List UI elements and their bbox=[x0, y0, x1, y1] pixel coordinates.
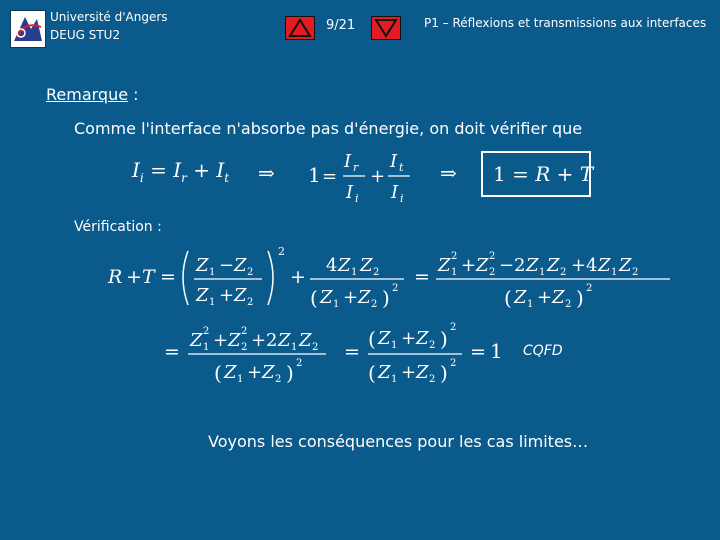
svg-text:1: 1 bbox=[527, 299, 534, 310]
svg-text:r: r bbox=[353, 161, 359, 174]
svg-text:): ) bbox=[440, 361, 448, 385]
svg-text:Z: Z bbox=[360, 255, 373, 276]
course-name: DEUG STU2 bbox=[50, 28, 121, 42]
svg-text:1: 1 bbox=[490, 339, 503, 363]
svg-text:2: 2 bbox=[489, 267, 496, 278]
result-equation: 1 = R + T bbox=[493, 162, 594, 186]
svg-text:+: + bbox=[251, 330, 267, 351]
svg-text:Z: Z bbox=[190, 330, 203, 351]
svg-text:Z: Z bbox=[547, 255, 560, 276]
svg-text:2: 2 bbox=[278, 245, 285, 258]
svg-text:): ) bbox=[382, 286, 390, 310]
svg-text:Z: Z bbox=[196, 255, 209, 276]
svg-text:Z: Z bbox=[262, 362, 275, 383]
svg-text:Z: Z bbox=[338, 255, 351, 276]
svg-text:2: 2 bbox=[560, 267, 567, 278]
svg-text:1: 1 bbox=[351, 267, 358, 278]
remark-heading-colon: : bbox=[128, 85, 139, 104]
svg-text:1: 1 bbox=[237, 374, 244, 385]
svg-text:Z: Z bbox=[416, 328, 429, 349]
svg-text:+: + bbox=[461, 255, 477, 276]
svg-text:=: = bbox=[160, 266, 176, 288]
svg-text:2: 2 bbox=[450, 322, 457, 333]
svg-text:(: ( bbox=[214, 361, 222, 385]
svg-text:2: 2 bbox=[586, 283, 593, 294]
svg-text:=: = bbox=[322, 166, 338, 187]
implies-arrow-1: ⇒ bbox=[258, 161, 275, 185]
svg-text:Z: Z bbox=[378, 328, 391, 349]
svg-text:2: 2 bbox=[296, 358, 303, 369]
svg-text:i: i bbox=[400, 192, 404, 205]
svg-text:I: I bbox=[344, 151, 352, 172]
svg-text:I: I bbox=[390, 151, 398, 172]
svg-text:+: + bbox=[219, 285, 235, 306]
svg-text:2: 2 bbox=[451, 251, 458, 262]
svg-text:Z: Z bbox=[358, 287, 371, 308]
svg-text:1: 1 bbox=[333, 299, 340, 310]
verification-equation-line-1 bbox=[104, 243, 684, 315]
svg-text:I: I bbox=[346, 182, 354, 203]
svg-text:2: 2 bbox=[514, 255, 526, 276]
svg-text:t: t bbox=[399, 161, 404, 174]
svg-text:2: 2 bbox=[241, 342, 248, 353]
svg-text:1: 1 bbox=[391, 340, 398, 351]
svg-text:2: 2 bbox=[489, 251, 496, 262]
svg-text:I: I bbox=[391, 182, 399, 203]
svg-text:Z: Z bbox=[234, 285, 247, 306]
svg-text:−: − bbox=[219, 255, 235, 276]
svg-text:1: 1 bbox=[451, 267, 458, 278]
svg-text:=: = bbox=[414, 266, 430, 288]
svg-text:(: ( bbox=[310, 286, 318, 310]
svg-text:2: 2 bbox=[450, 358, 457, 369]
svg-text:(: ( bbox=[504, 286, 512, 310]
page-counter: 9/21 bbox=[326, 18, 356, 33]
conclusion-text: Voyons les conséquences pour les cas limites… bbox=[208, 432, 589, 451]
svg-text:Z: Z bbox=[526, 255, 539, 276]
svg-text:+: + bbox=[401, 328, 417, 349]
svg-text:2: 2 bbox=[312, 342, 319, 353]
svg-text:4: 4 bbox=[586, 255, 598, 276]
svg-text:2: 2 bbox=[275, 374, 282, 385]
svg-text:2: 2 bbox=[373, 267, 380, 278]
remark-heading-label: Remarque bbox=[46, 85, 129, 104]
triangle-down-icon bbox=[372, 17, 400, 39]
svg-text:): ) bbox=[440, 327, 448, 351]
svg-text:=: = bbox=[470, 341, 486, 363]
svg-text:Z: Z bbox=[224, 362, 237, 383]
svg-text:=: = bbox=[344, 341, 360, 363]
svg-text:Z: Z bbox=[378, 362, 391, 383]
svg-text:Z: Z bbox=[196, 285, 209, 306]
svg-text:Z: Z bbox=[320, 287, 333, 308]
svg-text:Z: Z bbox=[514, 287, 527, 308]
svg-text:2: 2 bbox=[565, 299, 572, 310]
svg-text:2: 2 bbox=[241, 326, 248, 337]
svg-text:2: 2 bbox=[266, 330, 278, 351]
triangle-up-icon bbox=[286, 17, 314, 39]
energy-balance-equation: $I_i = I_r + I_t$ bbox=[132, 158, 230, 185]
svg-text:1: 1 bbox=[203, 342, 210, 353]
svg-text:i: i bbox=[355, 192, 359, 205]
svg-text:1: 1 bbox=[209, 267, 216, 278]
verification-equation-line-2 bbox=[160, 318, 520, 390]
svg-text:=: = bbox=[164, 341, 180, 363]
svg-text:Z: Z bbox=[619, 255, 632, 276]
svg-text:2: 2 bbox=[203, 326, 210, 337]
svg-text:2: 2 bbox=[247, 267, 254, 278]
svg-text:Z: Z bbox=[299, 330, 312, 351]
previous-slide-button[interactable] bbox=[285, 16, 315, 40]
svg-text:2: 2 bbox=[632, 267, 639, 278]
normalized-equation bbox=[308, 149, 420, 205]
svg-text:T: T bbox=[142, 266, 155, 288]
svg-text:+: + bbox=[343, 287, 359, 308]
svg-text:−: − bbox=[499, 255, 515, 276]
university-name: Université d'Angers bbox=[50, 10, 168, 24]
svg-text:+: + bbox=[370, 166, 386, 187]
svg-text:1: 1 bbox=[291, 342, 298, 353]
verification-label: Vérification : bbox=[74, 219, 162, 235]
intro-text: Comme l'interface n'absorbe pas d'énergie, on doit vérifier que bbox=[74, 119, 583, 138]
svg-text:R: R bbox=[108, 266, 123, 288]
implies-arrow-2: ⇒ bbox=[440, 161, 457, 185]
svg-text:2: 2 bbox=[392, 283, 399, 294]
svg-text:+: + bbox=[126, 266, 142, 288]
svg-text:1: 1 bbox=[308, 163, 321, 187]
svg-text:Z: Z bbox=[552, 287, 565, 308]
svg-text:2: 2 bbox=[371, 299, 378, 310]
svg-text:1: 1 bbox=[611, 267, 618, 278]
svg-text:+: + bbox=[213, 330, 229, 351]
svg-text:+: + bbox=[247, 362, 263, 383]
university-logo bbox=[10, 10, 46, 48]
svg-text:1: 1 bbox=[209, 297, 216, 308]
svg-text:Z: Z bbox=[234, 255, 247, 276]
svg-text:1: 1 bbox=[391, 374, 398, 385]
svg-text:): ) bbox=[576, 286, 584, 310]
svg-text:4: 4 bbox=[326, 255, 338, 276]
svg-text:+: + bbox=[401, 362, 417, 383]
svg-text:2: 2 bbox=[429, 374, 436, 385]
svg-text:2: 2 bbox=[429, 340, 436, 351]
cqfd-label: CQFD bbox=[523, 343, 563, 359]
svg-text:Z: Z bbox=[416, 362, 429, 383]
svg-text:+: + bbox=[537, 287, 553, 308]
svg-text:(: ( bbox=[368, 327, 376, 351]
svg-text:2: 2 bbox=[247, 297, 254, 308]
next-slide-button[interactable] bbox=[371, 16, 401, 40]
svg-text:Z: Z bbox=[598, 255, 611, 276]
remark-heading bbox=[46, 85, 139, 104]
svg-text:): ) bbox=[286, 361, 294, 385]
svg-text:Z: Z bbox=[438, 255, 451, 276]
svg-text:Z: Z bbox=[278, 330, 291, 351]
svg-text:+: + bbox=[571, 255, 587, 276]
svg-text:+: + bbox=[290, 266, 306, 288]
svg-text:Z: Z bbox=[476, 255, 489, 276]
svg-text:Z: Z bbox=[228, 330, 241, 351]
result-box bbox=[481, 151, 594, 197]
chapter-title: P1 – Réflexions et transmissions aux interfaces bbox=[424, 16, 707, 30]
svg-text:(: ( bbox=[368, 361, 376, 385]
svg-text:1: 1 bbox=[539, 267, 546, 278]
